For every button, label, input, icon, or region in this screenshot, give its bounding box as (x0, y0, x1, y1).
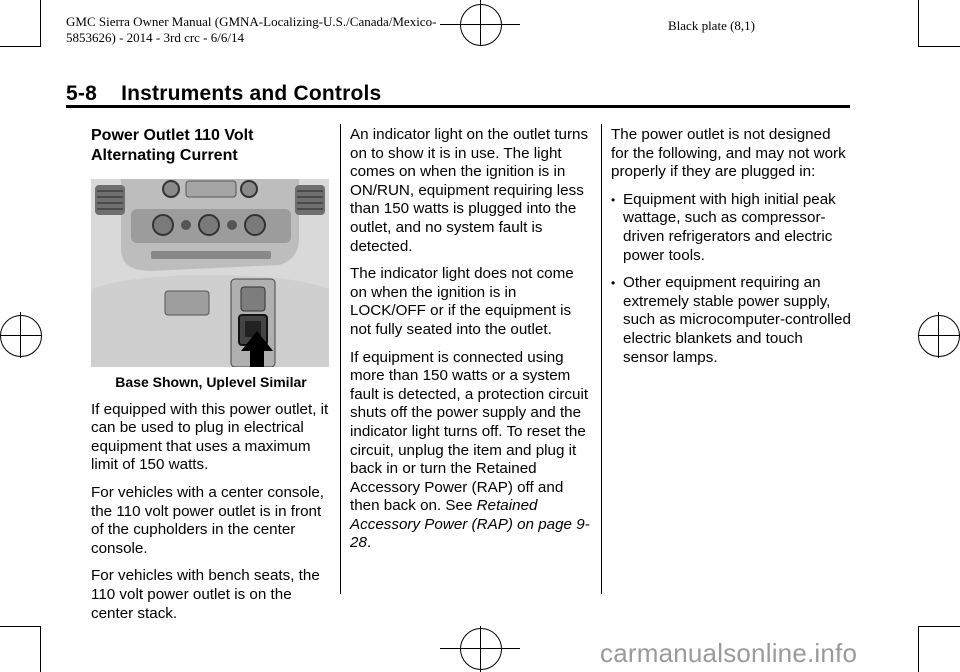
column-divider (601, 124, 602, 594)
manual-header (66, 14, 436, 46)
column-divider (340, 124, 341, 594)
manual-header-line1: GMC Sierra Owner Manual (GMNA-Localizing-U.S./Canada/Mexico- (66, 14, 437, 29)
crop-mark (40, 626, 41, 672)
crop-mark (40, 0, 41, 46)
section-rule (66, 105, 850, 108)
manual-header-line2: 5853626) - 2014 - 3rd crc - 6/6/14 (66, 30, 244, 45)
crop-mark (918, 626, 919, 672)
crop-mark (0, 46, 41, 47)
paragraph: If equipped with this power outlet, it can be used to plug in electrical equipment that uses a maximum limit of 150 watts. (91, 400, 329, 474)
paragraph-text: If equipment is connected using more than 150 watts or a system fault is detected, a protection circuit shuts off the power supply and the indicator light turns off. To reset the circuit, unplug the item and plug it back in or turn the Retained Accessory Power (RAP) off and then back on. See (350, 348, 589, 515)
plate-label: Black plate (8,1) (668, 18, 755, 33)
period: . (366, 534, 372, 552)
paragraph (350, 349, 590, 554)
crop-mark (0, 626, 41, 627)
crop-mark (918, 46, 960, 47)
bullet-icon: • (611, 192, 616, 207)
paragraph: The indicator light does not come on when the ignition is in LOCK/OFF or if the equipment is not fully seated into the outlet. (350, 265, 574, 338)
section-title: 5-8 Instruments and Controls (66, 82, 382, 105)
column-1 (91, 126, 331, 632)
column-2 (350, 126, 590, 562)
watermark: carmanualsonline.info (600, 638, 858, 668)
paragraph: For vehicles with bench seats, the 110 volt power outlet is on the center stack. (91, 567, 320, 622)
paragraph: The power outlet is not designed for the following, and may not work properly if they are plugged in: (611, 126, 846, 181)
subsection-heading: Power Outlet 110 Volt Alternating Current (91, 127, 254, 164)
list-item-text: Equipment with high initial peak wattage, such as compressor-driven refrigerators and electric power tools. (623, 190, 836, 264)
column-3 (611, 126, 851, 376)
list-item-text: Other equipment requiring an extremely stable power supply, such as microcomputer-controlled electric blankets and touch sensor lamps. (623, 274, 851, 366)
crop-mark (918, 0, 919, 46)
figure-caption: Base Shown, Uplevel Similar (115, 374, 307, 390)
power-outlet-figure (91, 179, 329, 367)
dashboard-illustration (91, 179, 329, 367)
paragraph: For vehicles with a center console, the 110 volt power outlet is in front of the cupholders in the center console. (91, 483, 324, 557)
cross-reference-link[interactable]: Retained Accessory Power (RAP) on page 9-28 (350, 497, 590, 552)
paragraph: An indicator light on the outlet turns on to show it is in use. The light comes on when the ignition is in ON/RUN, equipment requiring less than 150 watts is plugged into the outlet, and no system fault is detected. (350, 126, 589, 255)
list-item (611, 191, 851, 265)
crop-mark (918, 626, 960, 627)
list-item (611, 274, 851, 367)
bullet-icon: • (611, 276, 616, 291)
